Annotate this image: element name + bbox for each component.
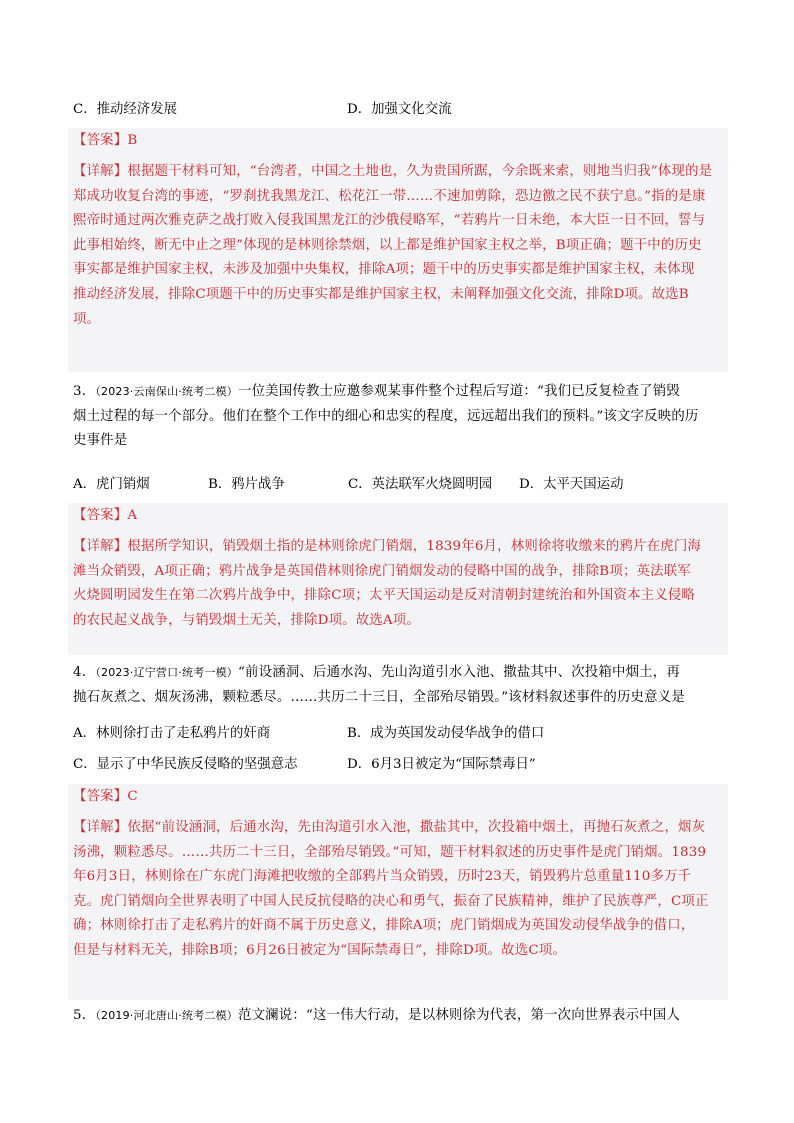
q2-answer	[73, 129, 728, 154]
detail-line: 项。	[73, 311, 101, 327]
detail-tag: 【详解】	[73, 164, 128, 179]
q4-answer	[73, 785, 728, 810]
detail-line: 的农民起义战争，与销毁烟土无关，排除D项。故选A项。	[73, 612, 420, 628]
answer-value: C	[127, 789, 138, 804]
q4-stem	[73, 661, 728, 710]
detail-line: 事实都是维护国家主权，未涉及加强中央集权，排除A项；题干中的历史事实都是维护国家主权，未体现	[73, 262, 695, 278]
stem-line: 烟土过程的每一个部分。他们在整个工作中的细心和忠实的程度，远远超出我们的预料。”该文字反映的历	[73, 408, 699, 424]
q3-detail	[73, 535, 728, 633]
detail-line: 推动经济发展，排除C项题干中的历史事实都是维护国家主权，未阐释加强文化交流，排除D项。故选B	[73, 286, 689, 302]
detail-line: 火烧圆明园发生在第二次鸦片战争中，排除C项；太平天国运动是反对清朝封建统治和外国资本主义侵略	[73, 588, 696, 604]
q5-stem	[73, 1004, 728, 1029]
q4-option-c: C．显示了中华民族反侵略的坚强意志	[73, 757, 298, 772]
q2-options	[73, 98, 728, 122]
q2-option-d: D．加强文化交流	[347, 102, 452, 117]
q3-stem	[73, 380, 728, 454]
answer-tag: 【答案】	[73, 508, 128, 523]
q4-options-row-2	[73, 753, 728, 777]
stem-line: 一位美国传教士应邀参观某事件整个过程后写道：“我们已反复检查了销毁	[238, 384, 680, 399]
detail-tag: 【详解】	[73, 539, 128, 554]
stem-line: 抛石灰煮之、烟灰汤沸，颗粒悉尽。……共历二十三日，全部殆尽销毁。”该材料叙述事件的历史意义是	[73, 689, 685, 705]
stem-line: 范文澜说：“这一伟大行动，是以林则徐为代表，第一次向世界表示中国人	[238, 1008, 680, 1023]
detail-line: 但是与材料无关，排除B项；6月26日被定为“国际禁毒日”，排除D项。故选C项。	[73, 942, 566, 958]
question-source: （2019·河北唐山·统考二模）	[95, 1009, 238, 1022]
q2-detail	[73, 160, 728, 332]
q3-option-c: C．英法联军火烧圆明园	[348, 477, 493, 492]
question-number: 4．	[73, 665, 96, 680]
detail-line: 此事相始终，断无中止之理”体现的是林则徐禁烟，以上都是维护国家主权之举，B项正确；题干中的历史	[73, 237, 702, 253]
detail-line: 年6月3日，林则徐在广东虎门海滩把收缴的全部鸦片当众销毁，历时23天，销毁鸦片总重量110多万千	[73, 869, 692, 885]
question-source: （2023·辽宁营口·统考一模）	[95, 666, 238, 679]
detail-line: 根据题干材料可知，“台湾者，中国之土地也，久为贵国所踞，今余既来索，则地当归我”体现的是	[127, 164, 713, 179]
question-number: 3．	[73, 384, 96, 399]
q3-options	[73, 473, 728, 497]
detail-line: 郑成功收复台湾的事迹，“罗刹扰我黑龙江、松花江一带……不速加剪除，恐边徼之民不获宁息。”指的是康	[73, 188, 706, 204]
detail-line: 确；林则徐打击了走私鸦片的奸商不属于历史意义，排除A项；虎门销烟成为英国发动侵华战争的借口，	[73, 918, 695, 934]
q3-option-b: B．鸦片战争	[208, 477, 285, 492]
q4-option-a: A．林则徐打击了走私鸦片的奸商	[73, 726, 271, 741]
answer-value: A	[127, 508, 138, 523]
q3-option-d: D．太平天国运动	[519, 477, 624, 492]
detail-line: 滩当众销毁，A项正确；鸦片战争是英国借林则徐虎门销烟发动的侵略中国的战争，排除B项；英法联军	[73, 563, 691, 579]
detail-line: 克。虎门销烟向全世界表明了中国人民反抗侵略的决心和勇气，振奋了民族精神，维护了民族尊严，C项正	[73, 893, 709, 909]
q2-option-c: C．推动经济发展	[73, 102, 177, 117]
answer-tag: 【答案】	[73, 789, 128, 804]
answer-value: B	[127, 133, 138, 148]
detail-line: 汤沸，颗粒悉尽。……共历二十三日，全部殆尽销毁。”可知，题干材料叙述的历史事件是虎门销烟。1839	[73, 844, 707, 860]
stem-line: “前设涵洞、后通水沟、先山沟道引水入池、撒盐其中、次投箱中烟土，再	[238, 665, 680, 680]
stem-line: 史事件是	[73, 433, 128, 449]
detail-line: 根据所学知识，销毁烟土指的是林则徐虎门销烟，1839年6月，林则徐将收缴来的鸦片在虎门海	[127, 539, 702, 554]
q4-detail	[73, 816, 728, 964]
q4-option-d: D．6月3日被定为“国际禁毒日”	[347, 757, 536, 772]
q3-option-a: A．虎门销烟	[73, 477, 150, 492]
detail-line: 熙帝时通过两次雅克萨之战打败入侵我国黑龙江的沙俄侵略军，“若鸦片一日未绝，本大臣一日不回，誓与	[73, 213, 706, 229]
question-source: （2023·云南保山·统考二模）	[95, 385, 238, 398]
q4-option-b: B．成为英国发动侵华战争的借口	[347, 726, 545, 741]
detail-tag: 【详解】	[73, 820, 128, 835]
answer-tag: 【答案】	[73, 133, 128, 148]
question-number: 5．	[73, 1008, 96, 1023]
q3-answer	[73, 504, 728, 529]
detail-line: 依据“前设涵洞，后通水沟，先由沟道引水入池，撒盐其中，次投箱中烟土，再抛石灰煮之，烟灰	[127, 820, 706, 835]
q4-options-row-1	[73, 722, 728, 746]
